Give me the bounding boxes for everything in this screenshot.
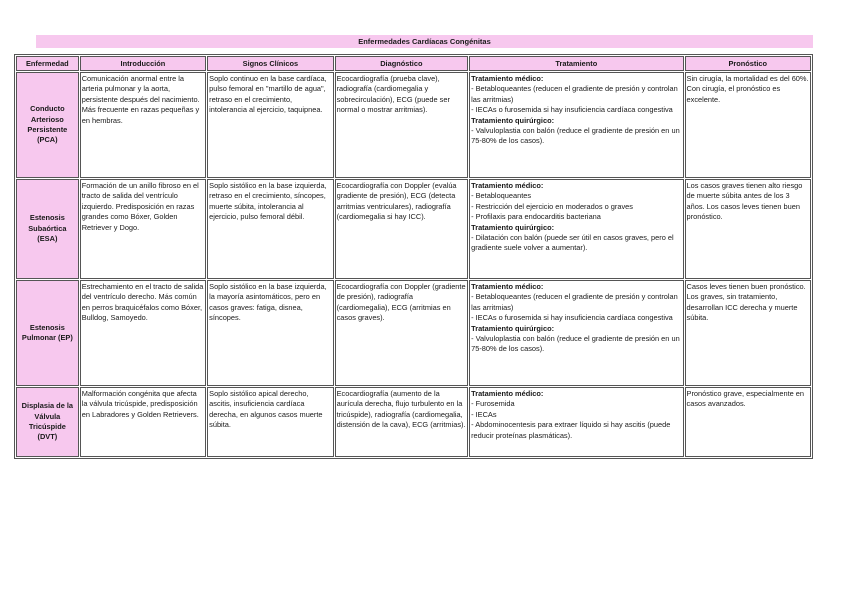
- treatment-medical-title: Tratamiento médico:: [471, 389, 544, 398]
- signs-cell: Soplo continuo en la base cardíaca, pulso femoral en "martillo de agua", retraso en el crecimiento, intolerancia al ejercicio, taquipnea.: [207, 72, 333, 178]
- table-row: [16, 72, 811, 178]
- signs-cell: Soplo sistólico en la base izquierda, la mayoría asintomáticos, pero en casos graves: fatiga, disnea, síncopes.: [207, 280, 333, 386]
- treatment-item: - Furosemida: [471, 399, 515, 409]
- header-row: [16, 56, 811, 71]
- treatment-item: - Restricción del ejercicio en moderados o graves: [471, 201, 633, 211]
- signs-cell: Soplo sistólico apical derecho, ascitis, insuficiencia cardíaca derecha, en algunos casos muerte súbita.: [207, 387, 333, 457]
- treatment-item: - IECAs: [471, 409, 497, 419]
- prognosis-cell: Sin cirugía, la mortalidad es del 60%. Con cirugía, el pronóstico es excelente.: [685, 72, 811, 178]
- treatment-item: - Dilatación con balón (puede ser útil en casos graves, pero el gradiente suele volver a aumentar).: [471, 233, 674, 253]
- prognosis-cell: Los casos graves tienen alto riesgo de muerte súbita antes de los 3 años. Los casos leves tienen buen pronóstico.: [685, 179, 811, 279]
- diagnosis-cell: Ecocardiografía con Doppler (gradiente de presión), radiografía (cardiomegalia), ECG (arritmias en casos graves).: [335, 280, 469, 386]
- header-pronostico: Pronóstico: [685, 56, 811, 71]
- treatment-cell: [469, 280, 683, 386]
- treatment-item: - Betabloqueantes (reducen el gradiente de presión y controlan las arritmias): [471, 292, 678, 312]
- table-row: [16, 387, 811, 457]
- header-tratamiento: Tratamiento: [469, 56, 683, 71]
- intro-cell: Estrechamiento en el tracto de salida del ventrículo derecho. Más común en perros braquicéfalos como Bóxer, Bulldog, Samoyedo.: [80, 280, 206, 386]
- disease-name: Conducto Arterioso Persistente (PCA): [16, 72, 79, 178]
- prognosis-cell: Casos leves tienen buen pronóstico. Los graves, sin tratamiento, desarrollan ICC derecha y muerte súbita.: [685, 280, 811, 386]
- header-enfermedad: Enfermedad: [16, 56, 79, 71]
- table-row: [16, 179, 811, 279]
- treatment-item: - IECAs o furosemida si hay insuficiencia cardíaca congestiva: [471, 313, 673, 323]
- signs-cell: Soplo sistólico en la base izquierda, retraso en el crecimiento, síncopes, muerte súbita, intolerancia al ejercicio, pulso femoral débil.: [207, 179, 333, 279]
- page-title: Enfermedades Cardíacas Congénitas: [36, 35, 813, 48]
- treatment-medical-title: Tratamiento médico:: [471, 282, 544, 291]
- treatment-item: - Valvuloplastia con balón (reduce el gradiente de presión en un 75-80% de los casos).: [471, 126, 680, 146]
- treatment-surgical-title: Tratamiento quirúrgico:: [471, 222, 555, 232]
- diagnosis-cell: Ecocardiografía (prueba clave), radiografía (cardiomegalia y sobrecirculación), ECG (puede ser normal o mostrar arritmias).: [335, 72, 469, 178]
- header-introduccion: Introducción: [80, 56, 206, 71]
- treatment-item: - Profilaxis para endocarditis bacteriana: [471, 212, 601, 222]
- diagnosis-cell: Ecocardiografía (aumento de la aurícula derecha, flujo turbulento en la tricúspide), radiografía (cardiomegalia, distensión de la cava), ECG (arritmias).: [335, 387, 469, 457]
- disease-name: Displasia de la Válvula Tricúspide (DVT): [16, 387, 79, 457]
- disease-name: Estenosis Pulmonar (EP): [16, 280, 79, 386]
- treatment-medical-title: Tratamiento médico:: [471, 74, 544, 83]
- intro-cell: Comunicación anormal entre la arteria pulmonar y la aorta, persistente después del nacimiento. Más frecuente en razas pequeñas y en hembras.: [80, 72, 206, 178]
- table-row: [16, 280, 811, 386]
- diseases-table: [14, 54, 813, 459]
- treatment-surgical-title: Tratamiento quirúrgico:: [471, 115, 555, 125]
- treatment-medical-title: Tratamiento médico:: [471, 181, 544, 190]
- treatment-surgical-title: Tratamiento quirúrgico:: [471, 323, 555, 333]
- intro-cell: Malformación congénita que afecta la válvula tricúspide, predisposición en Labradores y Golden Retrievers.: [80, 387, 206, 457]
- header-diagnostico: Diagnóstico: [335, 56, 469, 71]
- treatment-cell: [469, 387, 683, 457]
- diagnosis-cell: Ecocardiografía con Doppler (evalúa gradiente de presión), ECG (detecta arritmias ventriculares), radiografía (cardiomegalia si hay ICC).: [335, 179, 469, 279]
- disease-name: Estenosis Subaórtica (ESA): [16, 179, 79, 279]
- treatment-cell: [469, 72, 683, 178]
- header-signos: Signos Clínicos: [207, 56, 333, 71]
- treatment-item: - Valvuloplastia con balón (reduce el gradiente de presión en un 75-80% de los casos).: [471, 334, 680, 354]
- intro-cell: Formación de un anillo fibroso en el tracto de salida del ventrículo izquierdo. Predisposición en razas grandes como Bóxer, Golden Retriever y Dogo.: [80, 179, 206, 279]
- treatment-item: - Abdominocentesis para extraer líquido si hay ascitis (puede reducir proteínas plasmáticas).: [471, 420, 671, 440]
- treatment-item: - Betabloqueantes: [471, 191, 532, 201]
- prognosis-cell: Pronóstico grave, especialmente en casos avanzados.: [685, 387, 811, 457]
- treatment-cell: [469, 179, 683, 279]
- treatment-item: - IECAs o furosemida si hay insuficiencia cardíaca congestiva: [471, 105, 673, 115]
- treatment-item: - Betabloqueantes (reducen el gradiente de presión y controlan las arritmias): [471, 84, 678, 104]
